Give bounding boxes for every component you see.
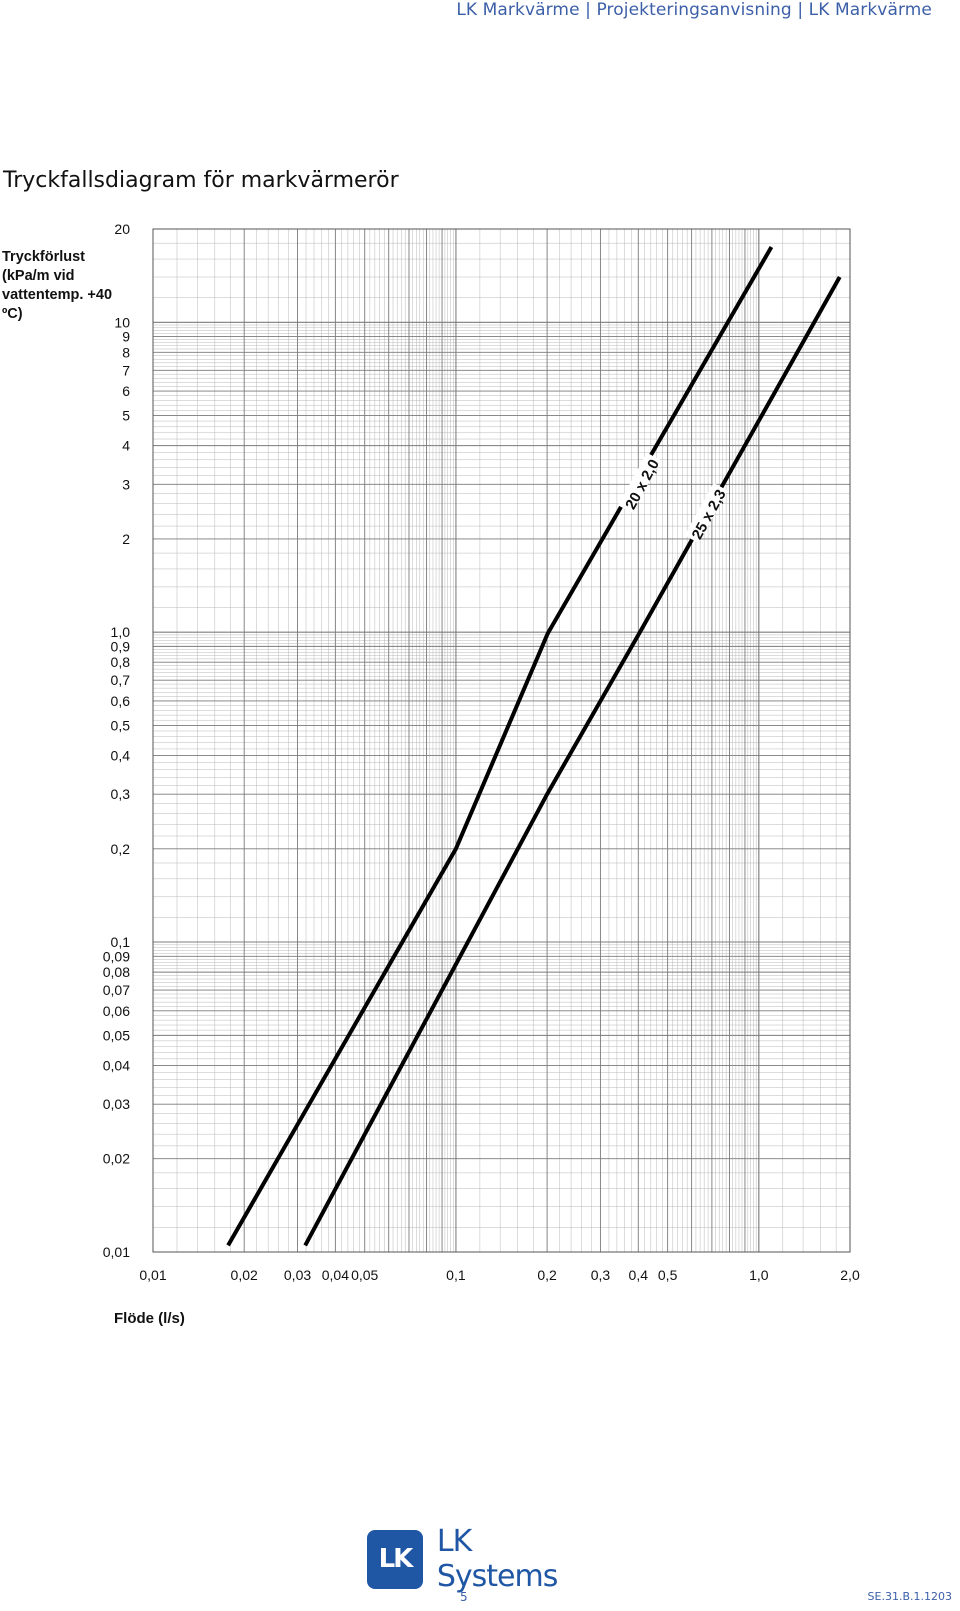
y-tick-label: 0,3 [110,786,130,803]
lk-logo-icon: LK [367,1530,423,1589]
page-number: 5 [460,1590,468,1604]
page-title: Tryckfallsdiagram för markvärmerör [3,168,399,193]
y-tick-label: 0,02 [102,1150,130,1167]
x-tick-label: 0,2 [537,1267,557,1283]
y-tick-label: 0,06 [102,1002,130,1019]
x-tick-label: 0,03 [283,1267,312,1283]
x-tick-label: 0,1 [446,1267,466,1283]
series-label-group [618,453,664,515]
x-tick-label: 0,5 [657,1267,678,1283]
series-labels [618,453,731,545]
y-tick-label: 0,05 [102,1027,130,1044]
x-tick-label: 0,01 [139,1267,167,1283]
x-tick-label: 0,05 [351,1267,379,1283]
y-tick-label: 0,09 [102,948,130,965]
y-tick-label: 0,01 [102,1244,130,1260]
document-code: SE.31.B.1.1203 [867,1590,952,1603]
series-line [305,277,840,1245]
y-tick-label: 3 [122,476,130,493]
y-tick-label: 0,07 [102,982,130,999]
y-tick-label: 2 [122,530,130,547]
y-tick-label: 0,7 [110,672,130,689]
document-header: LK Markvärme | Projekteringsanvisning | LK Markvärme [456,0,932,20]
logo-text: LK Systems [436,1524,558,1594]
y-tick-label: 0,8 [110,654,130,671]
y-tick-labels [103,221,130,1260]
y-tick-label: 0,5 [110,717,130,734]
y-axis-label: Tryckförlust (kPa/m vid vattentemp. +40 ºC) [2,249,113,322]
x-tick-label: 0,3 [590,1267,611,1283]
y-tick-label: 0,6 [110,692,130,709]
footer-logo [367,1524,597,1594]
y-tick-label: 7 [122,362,130,379]
y-tick-label: 0,2 [110,840,130,857]
x-axis-label: Flöde (l/s) [114,1310,185,1327]
y-tick-label: 8 [122,344,130,361]
x-tick-label: 1,0 [749,1267,769,1283]
series-label: 20 x 2,0 [622,456,664,513]
y-tick-label: 0,03 [102,1096,130,1113]
y-tick-label: 10 [114,314,130,331]
y-tick-label: 0,04 [102,1057,130,1074]
x-tick-label: 2,0 [840,1267,860,1283]
x-tick-label: 0,04 [321,1267,349,1283]
y-tick-label: 20 [114,221,130,237]
y-tick-label: 5 [122,407,130,424]
y-tick-label: 1,0 [110,624,130,641]
series-label: 25 x 2,3 [688,486,730,543]
y-tick-label: 9 [122,328,130,345]
x-tick-label: 0,4 [628,1267,649,1283]
y-tick-label: 0,08 [102,964,130,981]
y-tick-label: 0,1 [110,934,130,951]
y-tick-label: 0,4 [110,747,130,764]
y-tick-label: 4 [122,437,130,454]
x-tick-label: 0,02 [230,1267,258,1283]
y-tick-label: 0,9 [110,638,130,655]
x-tick-labels [139,1267,860,1283]
y-tick-label: 6 [122,383,130,400]
